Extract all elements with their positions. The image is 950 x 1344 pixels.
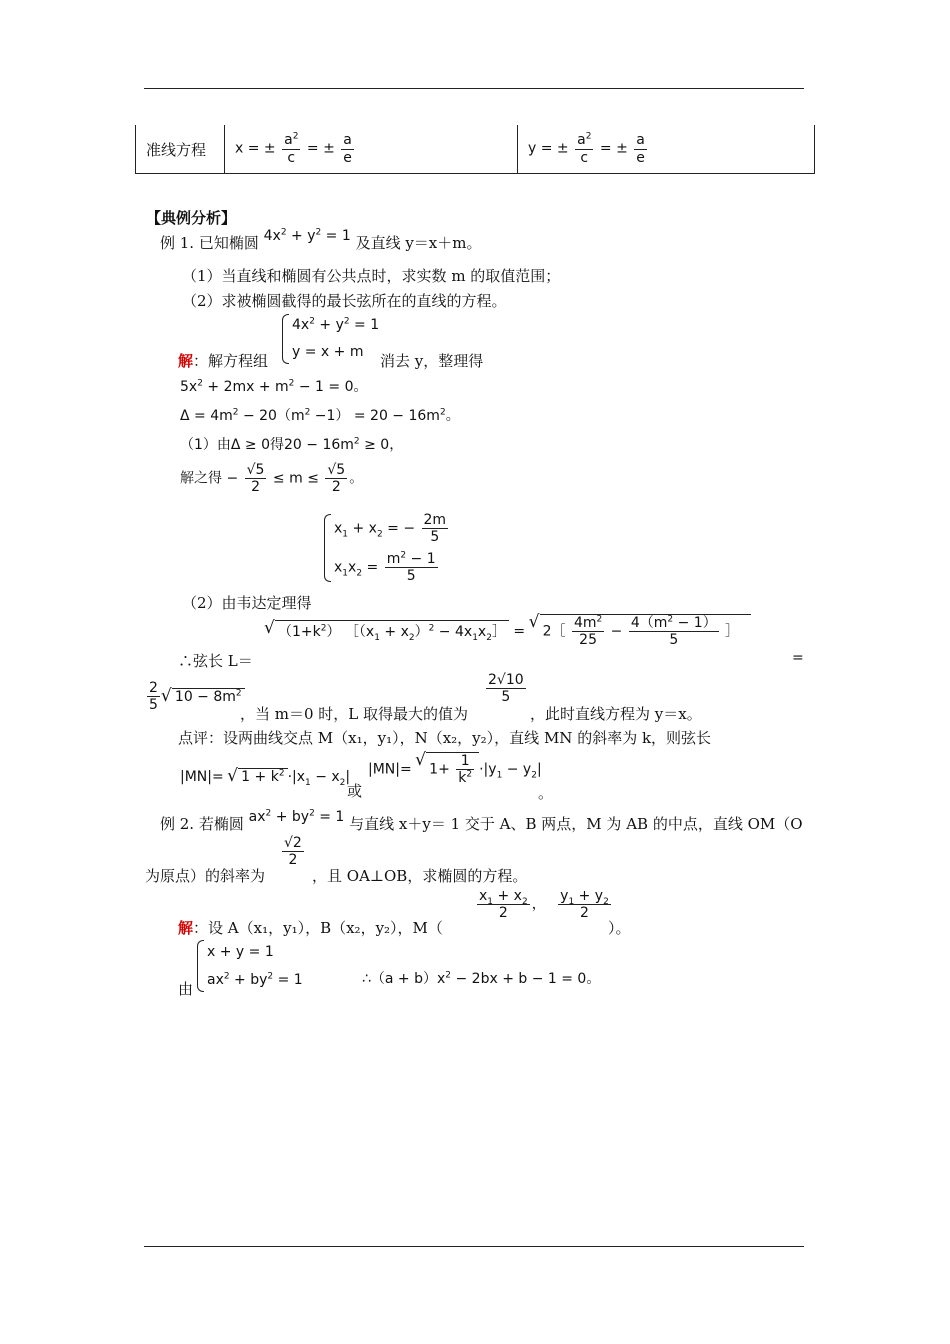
ex1-eliminate: 消去 y，整理得 (380, 352, 484, 370)
ex2-sol-end: ）。 (608, 919, 631, 937)
frac: $\frac{√5}{2}$ (246, 462, 265, 496)
ex2-intro-line: 与直线 x＋y＝ 1 交于 A、B 两点，M 为 AB 的中点，直线 OM（O (349, 815, 803, 833)
sqrt: √ $1 + k^2$ (238, 768, 287, 785)
ex1-intro-text: 例 1. 已知椭圆 (160, 234, 259, 252)
frac: $\frac{√2}{2}$ (284, 835, 302, 869)
ex1-eq2: $\Delta = 4m^2 - 20(m^2 -1) = 20 - 16m^2$。 (180, 407, 460, 424)
frac: $\frac{y_1 + y_2}{2}$ (560, 888, 609, 922)
chord-text-a: ，当 m＝0 时，L 取得最大的值为 (240, 705, 469, 723)
sqrt: √ 1+ $\frac{1}{k^2}$ (426, 752, 479, 786)
frac: $\frac{m^2 - 1}{5}$ (386, 550, 436, 585)
result-end: 。 (586, 971, 601, 987)
chord-expression: √ $(1+k^2)$ $[(x_1 + x_2)^2$ − $4x_1x_2]$ = √ 2［ $\frac{4m^2}{25}$ − $\frac{4(m^2 - 1)}{5}$ ］ (265, 614, 751, 648)
ex1-ellipse-eq: $4x^2 + y^2 = 1$ (263, 227, 351, 244)
frac: $\frac{1}{k^2}$ (458, 753, 473, 787)
equation-system: $4x^2 + y^2 = 1$ y = x + m (280, 312, 379, 366)
solution-text: ：设 A（x₁，y₁），B（x₂，y₂），M（ (193, 919, 443, 937)
chord-max (484, 672, 528, 705)
ex2-intro (160, 808, 803, 834)
ex1-q2: （2）求被椭圆截得的最长弦所在的直线的方程。 (182, 292, 507, 310)
directrix-table (135, 125, 815, 174)
vieta-system (322, 512, 450, 584)
midpoint-coords: $\frac{x_1 + x_2}{2}$ ， $\frac{y_1 + y_2}{2}$ (479, 888, 609, 922)
ex1-solution-label (178, 350, 268, 371)
comment: 点评：设两曲线交点 M（x₁，y₁），N（x₂，y₂），直线 MN 的斜率为 k，则弦长 (178, 729, 712, 747)
ex2-result: ∴（a + $b)x^2 - 2bx + b - 1 = 0$。 (362, 970, 601, 987)
section-title: 【典例分析】 (146, 209, 237, 227)
mn-formula-2: |MN|= √ 1+ $\frac{1}{k^2}$ $\cdot|y_1 - y_2|$ (368, 752, 542, 786)
mn-formula-1: |MN|= √ $1 + k^2 \cdot|x_1 - x_2|$ (180, 768, 350, 785)
table-cell-y: y = ± $\frac{a^2}{c}$ = ± $\frac{a}{e}$ (518, 125, 815, 174)
mn-or: 或 (347, 782, 363, 800)
equation-system: x + y = 1 $ax^2 + by^2 = 1$ (195, 938, 303, 994)
ex2-ellipse-eq: $ax^2 + by^2 = 1$ (248, 808, 345, 825)
ex1-intro (160, 227, 482, 253)
ex2-system (195, 938, 303, 994)
solution-marker: 解 (178, 352, 194, 370)
chord-text-b: ，此时直线方程为 y＝x。 (530, 705, 702, 723)
table-label-cell (136, 125, 225, 174)
solution-text: ：解方程组 (193, 352, 269, 370)
ex2-by: 由 (178, 980, 194, 998)
footer-rule (144, 1246, 804, 1247)
solution-marker: 解 (178, 919, 194, 937)
frac: $\frac{a^2}{c}$ (577, 131, 592, 166)
frac: $\frac{√5}{2}$ (327, 462, 346, 496)
vieta-label: （2）由韦达定理得 (182, 594, 312, 612)
ex2-line2a: 为原点）的斜率为 (145, 867, 266, 885)
ex1-intro-line: 及直线 y＝x＋m。 (355, 234, 482, 252)
chord-equals: = (792, 650, 804, 666)
sqrt: √ 2［ $\frac{4m^2}{25}$ − $\frac{4(m^2 - 1)}{5}$ ］ (540, 614, 751, 648)
ex1-eq3: （1）由Δ ≥ 0得$20 - 16m^2 \ge 0$， (180, 436, 404, 453)
table-label: 准线方程 (146, 140, 207, 159)
ex1-system (280, 312, 379, 366)
ex1-eq4: 解之得 − $\frac{√5}{2}$ ≤ m ≤ $\frac{√5}{2}$ 。 (180, 462, 364, 496)
frac: $\frac{2√10}{5}$ (488, 672, 524, 706)
mn-end: 。 (538, 784, 554, 802)
ex2-intro-text: 例 2. 若椭圆 (160, 815, 244, 833)
equation-system: $x_1 + x_2$ = − $\frac{2m}{5}$ $x_1x_2$ = $\frac{m^2 - 1}{5}$ (322, 512, 450, 584)
ex1-q1: （1）当直线和椭圆有公共点时，求实数 m 的取值范围； (182, 267, 561, 285)
ex2-line2b: ，且 OA⊥OB，求椭圆的方程。 (312, 867, 528, 885)
chord-result (145, 680, 245, 713)
ex2-solution (178, 917, 443, 938)
frac: $\frac{4m^2}{25}$ (573, 614, 603, 649)
frac: $\frac{4(m^2 - 1)}{5}$ (630, 614, 717, 649)
frac: $\frac{a}{e}$ (343, 132, 352, 166)
ex2-slope (280, 835, 306, 868)
chord-label: ∴弦长 L＝ (178, 652, 253, 670)
frac: $\frac{a^2}{c}$ (284, 131, 299, 166)
table-cell-x: x = ± $\frac{a^2}{c}$ = ± $\frac{a}{e}$ (225, 125, 518, 174)
frac: $\frac{a}{e}$ (636, 132, 645, 166)
frac: $\frac{2}{5}$ (149, 680, 158, 714)
header-rule (144, 88, 804, 89)
sqrt: √ $(1+k^2)$ $[(x_1 + x_2)^2$ − $4x_1x_2]$ (275, 620, 509, 641)
frac: $\frac{2m}{5}$ (423, 512, 447, 546)
sqrt: √ $10 - 8m^2$ (172, 688, 245, 705)
frac: $\frac{x_1 + x_2}{2}$ (479, 888, 528, 922)
ex1-eq1: $5x^2 + 2mx + m^2 - 1 = 0$。 (180, 378, 368, 395)
